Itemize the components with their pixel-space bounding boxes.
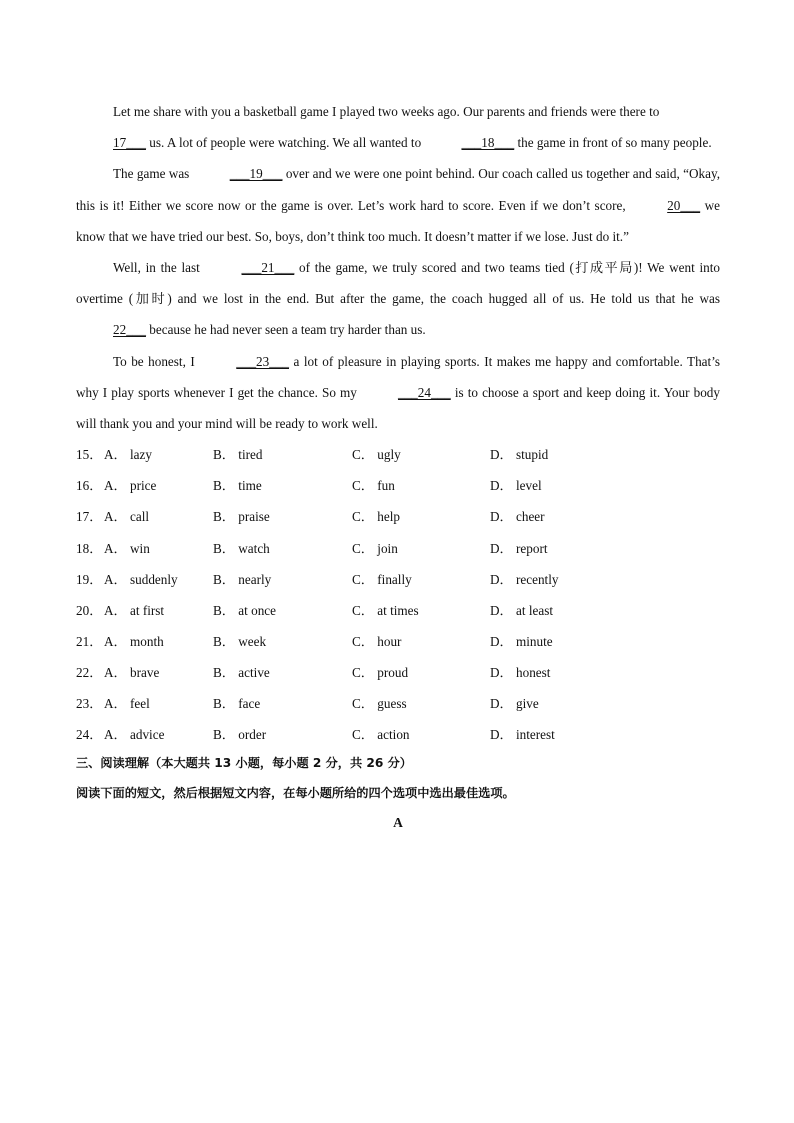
paragraph-text: we know that we have tried our best. So, boys, don’t think too much. It doesn’t matter if we lose. Just do it.” bbox=[76, 197, 720, 244]
option-a: A． brave bbox=[104, 664, 160, 680]
paragraph-text: the game in front of so many people. bbox=[514, 135, 712, 151]
option-a: A． suddenly bbox=[104, 571, 178, 587]
option-c: C． fun bbox=[352, 478, 395, 494]
question-row bbox=[76, 501, 720, 532]
option-d: D． at least bbox=[490, 602, 553, 618]
option-c: C． proud bbox=[352, 664, 409, 680]
option-b: B． watch bbox=[213, 540, 270, 556]
option-c: C． hour bbox=[352, 633, 402, 649]
question-row bbox=[76, 564, 720, 595]
question-row bbox=[76, 533, 720, 564]
question-number: 23． bbox=[76, 695, 103, 711]
question-row bbox=[76, 470, 720, 501]
option-c: C． ugly bbox=[352, 447, 401, 463]
question-number: 21． bbox=[76, 633, 103, 649]
option-c: C． at times bbox=[352, 602, 419, 618]
question-number: 22． bbox=[76, 664, 103, 680]
option-c: C． join bbox=[352, 540, 398, 556]
option-d: D． level bbox=[490, 478, 542, 494]
passage-label: A bbox=[393, 815, 403, 831]
question-number: 18． bbox=[76, 540, 103, 556]
blank-21: ___21___ bbox=[241, 260, 295, 276]
question-row bbox=[76, 626, 720, 657]
option-d: D． minute bbox=[490, 633, 553, 649]
option-b: B． order bbox=[213, 727, 267, 743]
paragraph-text: is to choose a sport and keep doing it. Your body will thank you and your mind will be ready to work well. bbox=[76, 384, 720, 432]
option-d: D． give bbox=[490, 695, 539, 711]
option-a: A． advice bbox=[104, 727, 165, 743]
option-c: C． help bbox=[352, 509, 400, 525]
question-number: 20． bbox=[76, 602, 103, 618]
option-a: A． feel bbox=[104, 695, 150, 711]
option-d: D． recently bbox=[490, 571, 559, 587]
paragraph-text: The game was bbox=[113, 166, 193, 182]
paragraph-text: us. A lot of people were watching. We all wanted to bbox=[145, 135, 425, 151]
question-number: 24． bbox=[76, 727, 103, 743]
blank-18: ___18___ bbox=[461, 135, 515, 151]
option-a: A． call bbox=[104, 509, 150, 525]
blank-20: 20___ bbox=[667, 197, 701, 213]
question-row bbox=[76, 657, 720, 688]
question-row bbox=[76, 439, 720, 470]
blank-22: 22___ bbox=[113, 322, 146, 338]
option-a: A． lazy bbox=[104, 447, 152, 463]
paragraph-3 bbox=[76, 252, 720, 346]
question-row bbox=[76, 595, 720, 626]
option-a: A． win bbox=[104, 540, 150, 556]
question-number: 17． bbox=[76, 509, 103, 525]
paragraph-1 bbox=[76, 96, 720, 158]
option-b: B． active bbox=[213, 664, 270, 680]
question-number: 15． bbox=[76, 447, 103, 463]
blank-17: 17___ bbox=[113, 135, 146, 151]
option-d: D． interest bbox=[490, 727, 555, 743]
option-b: B． at once bbox=[213, 602, 276, 618]
blank-23: ___23___ bbox=[236, 353, 289, 369]
blank-24: ___24___ bbox=[397, 384, 451, 400]
paragraph-text: over and we were one point behind. Our coach called us together and said, “Okay, this is it! Either we score now or the game is over. Let’s work hard to score. Even if we don’t score, bbox=[76, 166, 720, 213]
option-b: B． week bbox=[213, 633, 267, 649]
paragraph-text: of the game, we truly scored and two teams tied (打成平局)! We went into overtime (加时) and we lost in the end. But after the game, the coach hugged all of us. He told us that he was bbox=[76, 260, 720, 307]
paragraph-text: To be honest, I bbox=[113, 353, 200, 369]
question-row bbox=[76, 719, 720, 750]
paragraph-text: a lot of pleasure in playing sports. It makes me happy and comfortable. That’s why I play sports whenever I get the chance. So my bbox=[76, 353, 720, 400]
option-b: B． praise bbox=[213, 509, 270, 525]
option-a: A． price bbox=[104, 478, 157, 494]
option-a: A． month bbox=[104, 633, 164, 649]
paragraph-2 bbox=[76, 158, 720, 252]
blank-19: ___19___ bbox=[229, 166, 283, 182]
question-number: 19． bbox=[76, 571, 103, 587]
option-b: B． nearly bbox=[213, 571, 272, 587]
option-b: B． face bbox=[213, 695, 261, 711]
paragraph-text: Let me share with you a basketball game I played two weeks ago. Our parents and friends were there to bbox=[113, 104, 660, 119]
option-b: B． tired bbox=[213, 447, 263, 463]
option-b: B． time bbox=[213, 478, 262, 494]
section-instruction: 阅读下面的短文，然后根据短文内容，在每小题所给的四个选项中选出最佳选项。 bbox=[76, 786, 515, 801]
options-list bbox=[76, 439, 720, 750]
option-d: D． stupid bbox=[490, 447, 549, 463]
question-row bbox=[76, 688, 720, 719]
exam-page bbox=[76, 96, 720, 838]
option-a: A． at first bbox=[104, 602, 165, 618]
option-d: D． report bbox=[490, 540, 548, 556]
option-d: D． honest bbox=[490, 664, 551, 680]
question-number: 16． bbox=[76, 478, 103, 494]
option-c: C． finally bbox=[352, 571, 412, 587]
paragraph-text: Well, in the last bbox=[113, 260, 205, 276]
option-d: D． cheer bbox=[490, 509, 545, 525]
option-c: C． action bbox=[352, 727, 410, 743]
option-c: C． guess bbox=[352, 695, 407, 711]
paragraph-4 bbox=[76, 346, 720, 440]
paragraph-text: because he had never seen a team try harder than us. bbox=[145, 322, 426, 338]
section-title: 三、阅读理解（本大题共 13 小题，每小题 2 分，共 26 分） bbox=[76, 756, 412, 771]
